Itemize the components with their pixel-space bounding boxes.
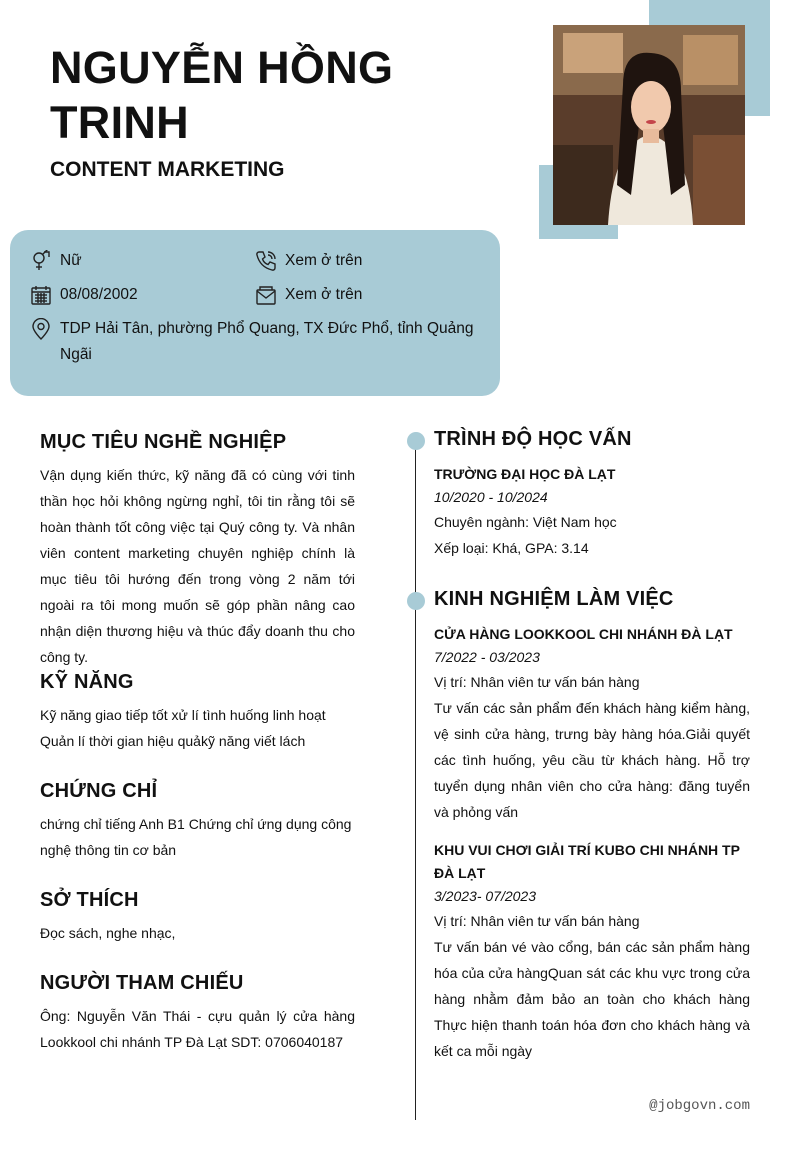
address-value: TDP Hải Tân, phường Phổ Quang, TX Đức Phổ, tỉnh Quảng Ngãi <box>60 320 474 363</box>
education-major: Chuyên ngành: Việt Nam học <box>434 514 617 530</box>
certificates-heading: CHỨNG CHỈ <box>40 780 158 802</box>
contact-info-box <box>10 230 500 396</box>
job-company: CỬA HÀNG LOOKKOOL CHI NHÁNH ĐÀ LẠT <box>434 626 733 642</box>
job-position: Vị trí: Nhân viên tư vấn bán hàng <box>434 674 640 690</box>
job-company: KHU VUI CHƠI GIẢI TRÍ KUBO CHI NHÁNH TP ĐÀ LẠT <box>434 842 740 881</box>
job-entry <box>434 839 750 1064</box>
gender-row <box>30 248 82 274</box>
certificates-section <box>40 780 355 863</box>
skills-heading: KỸ NĂNG <box>40 671 134 693</box>
references-section <box>40 972 355 1055</box>
address-row <box>30 316 480 368</box>
phone-icon <box>255 250 277 272</box>
location-icon <box>30 318 52 340</box>
gender-icon <box>30 250 52 272</box>
email-value: Xem ở trên <box>285 286 363 303</box>
hobbies-text: Đọc sách, nghe nhạc, <box>40 925 176 941</box>
skills-section <box>40 671 355 754</box>
references-text: Ông: Nguyễn Văn Thái - cựu quản lý cửa hàng Lookkool chi nhánh TP Đà Lạt SDT: 0706040187 <box>40 1008 355 1050</box>
education-heading: TRÌNH ĐỘ HỌC VẤN <box>434 428 632 450</box>
timeline-dot <box>407 432 425 450</box>
references-heading: NGƯỜI THAM CHIẾU <box>40 972 244 994</box>
email-row <box>255 282 362 308</box>
school-name: TRƯỜNG ĐẠI HỌC ĐÀ LẠT <box>434 466 616 482</box>
phone-value: Xem ở trên <box>285 252 363 269</box>
job-period: 3/2023- 07/2023 <box>434 888 536 904</box>
job-period: 7/2022 - 03/2023 <box>434 649 540 665</box>
birthday-value: 08/08/2002 <box>60 286 138 303</box>
education-section <box>434 428 750 561</box>
job-entry <box>434 623 750 825</box>
mail-icon <box>255 284 277 306</box>
objective-section <box>40 431 355 670</box>
education-grade: Xếp loại: Khá, GPA: 3.14 <box>434 540 589 556</box>
candidate-name: NGUYỄN HỒNG TRINH <box>50 42 394 148</box>
skill-line: Kỹ năng giao tiếp tốt xử lí tình huống linh hoạt <box>40 707 326 723</box>
hobbies-section <box>40 889 355 946</box>
gender-value: Nữ <box>60 252 82 269</box>
certificates-text: chứng chỉ tiếng Anh B1 Chứng chỉ ứng dụng công nghệ thông tin cơ bản <box>40 816 352 858</box>
job-title: CONTENT MARKETING <box>50 158 285 181</box>
timeline-line <box>415 440 416 1120</box>
phone-row <box>255 248 362 274</box>
job-description: Tư vấn các sản phẩm đến khách hàng kiểm hàng, vệ sinh cửa hàng, trưng bày hàng hóa.Giải quyết các tình huống, yêu cầu từ khách hàng. Hỗ trợ tuyển dụng nhân viên cho cửa hàng: đăng tuyển và phỏng vấn <box>434 700 750 820</box>
timeline-dot <box>407 592 425 610</box>
job-position: Vị trí: Nhân viên tư vấn bán hàng <box>434 913 640 929</box>
watermark: @jobgovn.com <box>649 1098 750 1114</box>
objective-heading: MỤC TIÊU NGHỀ NGHIỆP <box>40 431 287 453</box>
skill-line: Quản lí thời gian hiệu quảkỹ năng viết lách <box>40 733 306 749</box>
profile-photo <box>553 25 745 225</box>
experience-heading: KINH NGHIỆM LÀM VIỆC <box>434 588 674 610</box>
calendar-icon <box>30 284 52 306</box>
education-period: 10/2020 - 10/2024 <box>434 489 548 505</box>
birthday-row <box>30 282 138 308</box>
hobbies-heading: SỞ THÍCH <box>40 889 139 911</box>
job-description: Tư vấn bán vé vào cổng, bán các sản phẩm hàng hóa của cửa hàngQuan sát các khu vực trong cửa hàng nhằm đảm bảo an toàn cho khách hàng Thực hiện thanh toán hóa đơn cho khách hàng và kết ca mỗi ngày <box>434 939 750 1059</box>
objective-text: Vận dụng kiến thức, kỹ năng đã có cùng với tinh thần học hỏi không ngừng nghỉ, tôi tin rằng tôi sẽ hoàn thành tốt công việc tại Quý công ty. Và nhân viên content marketing chuyên nghiệp chính là mục tiêu tôi hướng đến trong vòng 2 năm tới ngoài ra tôi mong muốn sẽ góp phần nâng cao nhận diện thương hiệu và thúc đẩy doanh thu cho công ty. <box>40 467 355 665</box>
experience-section <box>434 588 750 1064</box>
